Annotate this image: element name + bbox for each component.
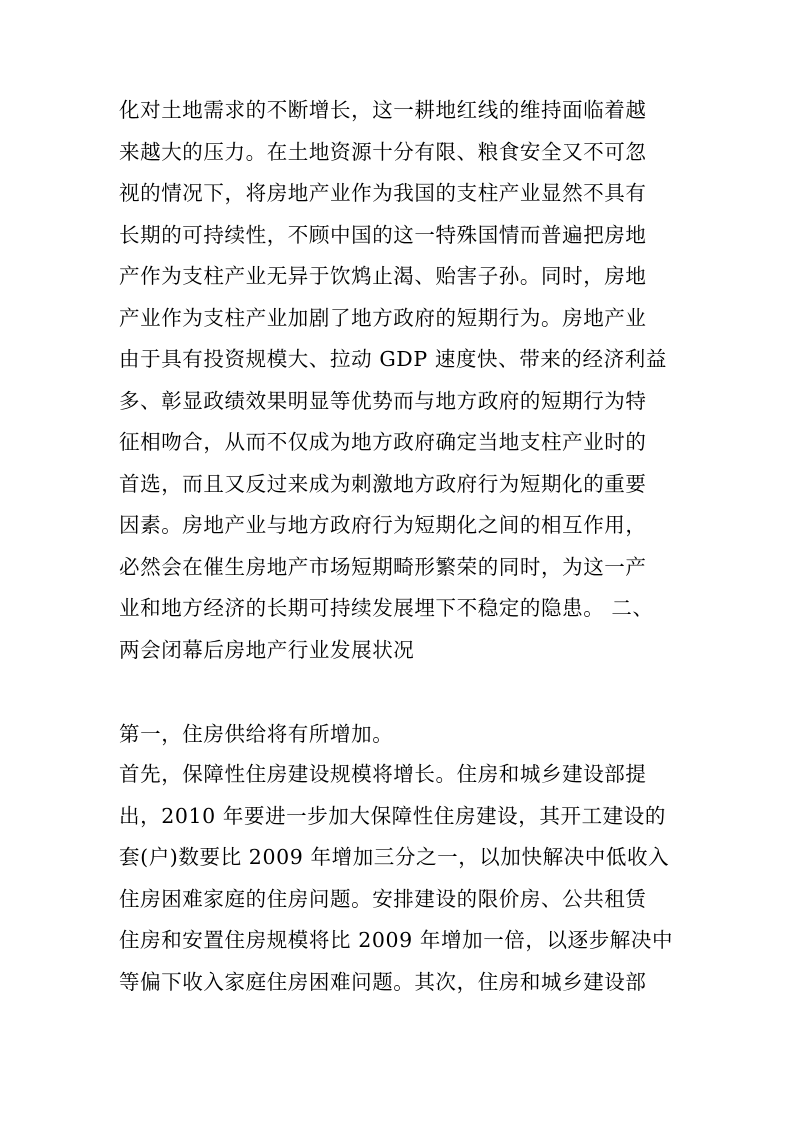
section-heading-line: 两会闭幕后房地产行业发展状况 [119,638,415,662]
body-text-line: 首选，而且又反过来成为刺激地方政府行为短期化的重要 [119,472,647,496]
body-text-line: 化对土地需求的不断增长，这一耕地红线的维持面临着越 [119,98,647,122]
body-text-line: 产业作为支柱产业加剧了地方政府的短期行为。房地产业 [119,306,647,330]
body-text-line: 征相吻合，从而不仅成为地方政府确定当地支柱产业时的 [119,430,647,454]
body-text-line: 由于具有投资规模大、拉动 GDP 速度快、带来的经济利益 [119,347,667,371]
body-text-line: 长期的可持续性，不顾中国的这一特殊国情而普遍把房地 [119,223,647,247]
body-text-line: 首先，保障性住房建设规模将增长。住房和城乡建设部提 [119,762,647,786]
body-text-line: 业和地方经济的长期可持续发展埋下不稳定的隐患。 二、 [119,596,654,620]
body-text-line: 多、彰显政绩效果明显等优势而与地方政府的短期行为特 [119,389,647,413]
body-text-line: 套(户)数要比 2009 年增加三分之一，以加快解决中低收入 [119,845,670,869]
body-text-line: 来越大的压力。在土地资源十分有限、粮食安全又不可忽 [119,140,647,164]
body-text-line: 等偏下收入家庭住房困难问题。其次，住房和城乡建设部 [119,970,647,994]
body-text-line: 视的情况下，将房地产业作为我国的支柱产业显然不具有 [119,181,647,205]
body-text-line: 住房困难家庭的住房问题。安排建设的限价房、公共租赁 [119,887,647,911]
body-text-line: 因素。房地产业与地方政府行为短期化之间的相互作用， [119,513,647,537]
body-text-line: 出，2010 年要进一步加大保障性住房建设，其开工建设的 [119,804,666,828]
body-text-line: 必然会在催生房地产市场短期畸形繁荣的同时，为这一产 [119,555,647,579]
body-text-line: 产作为支柱产业无异于饮鸩止渴、贻害子孙。同时，房地 [119,264,647,288]
body-text-line: 住房和安置住房规模将比 2009 年增加一倍，以逐步解决中 [119,928,674,952]
subheading: 第一，住房供给将有所增加。 [119,722,394,746]
